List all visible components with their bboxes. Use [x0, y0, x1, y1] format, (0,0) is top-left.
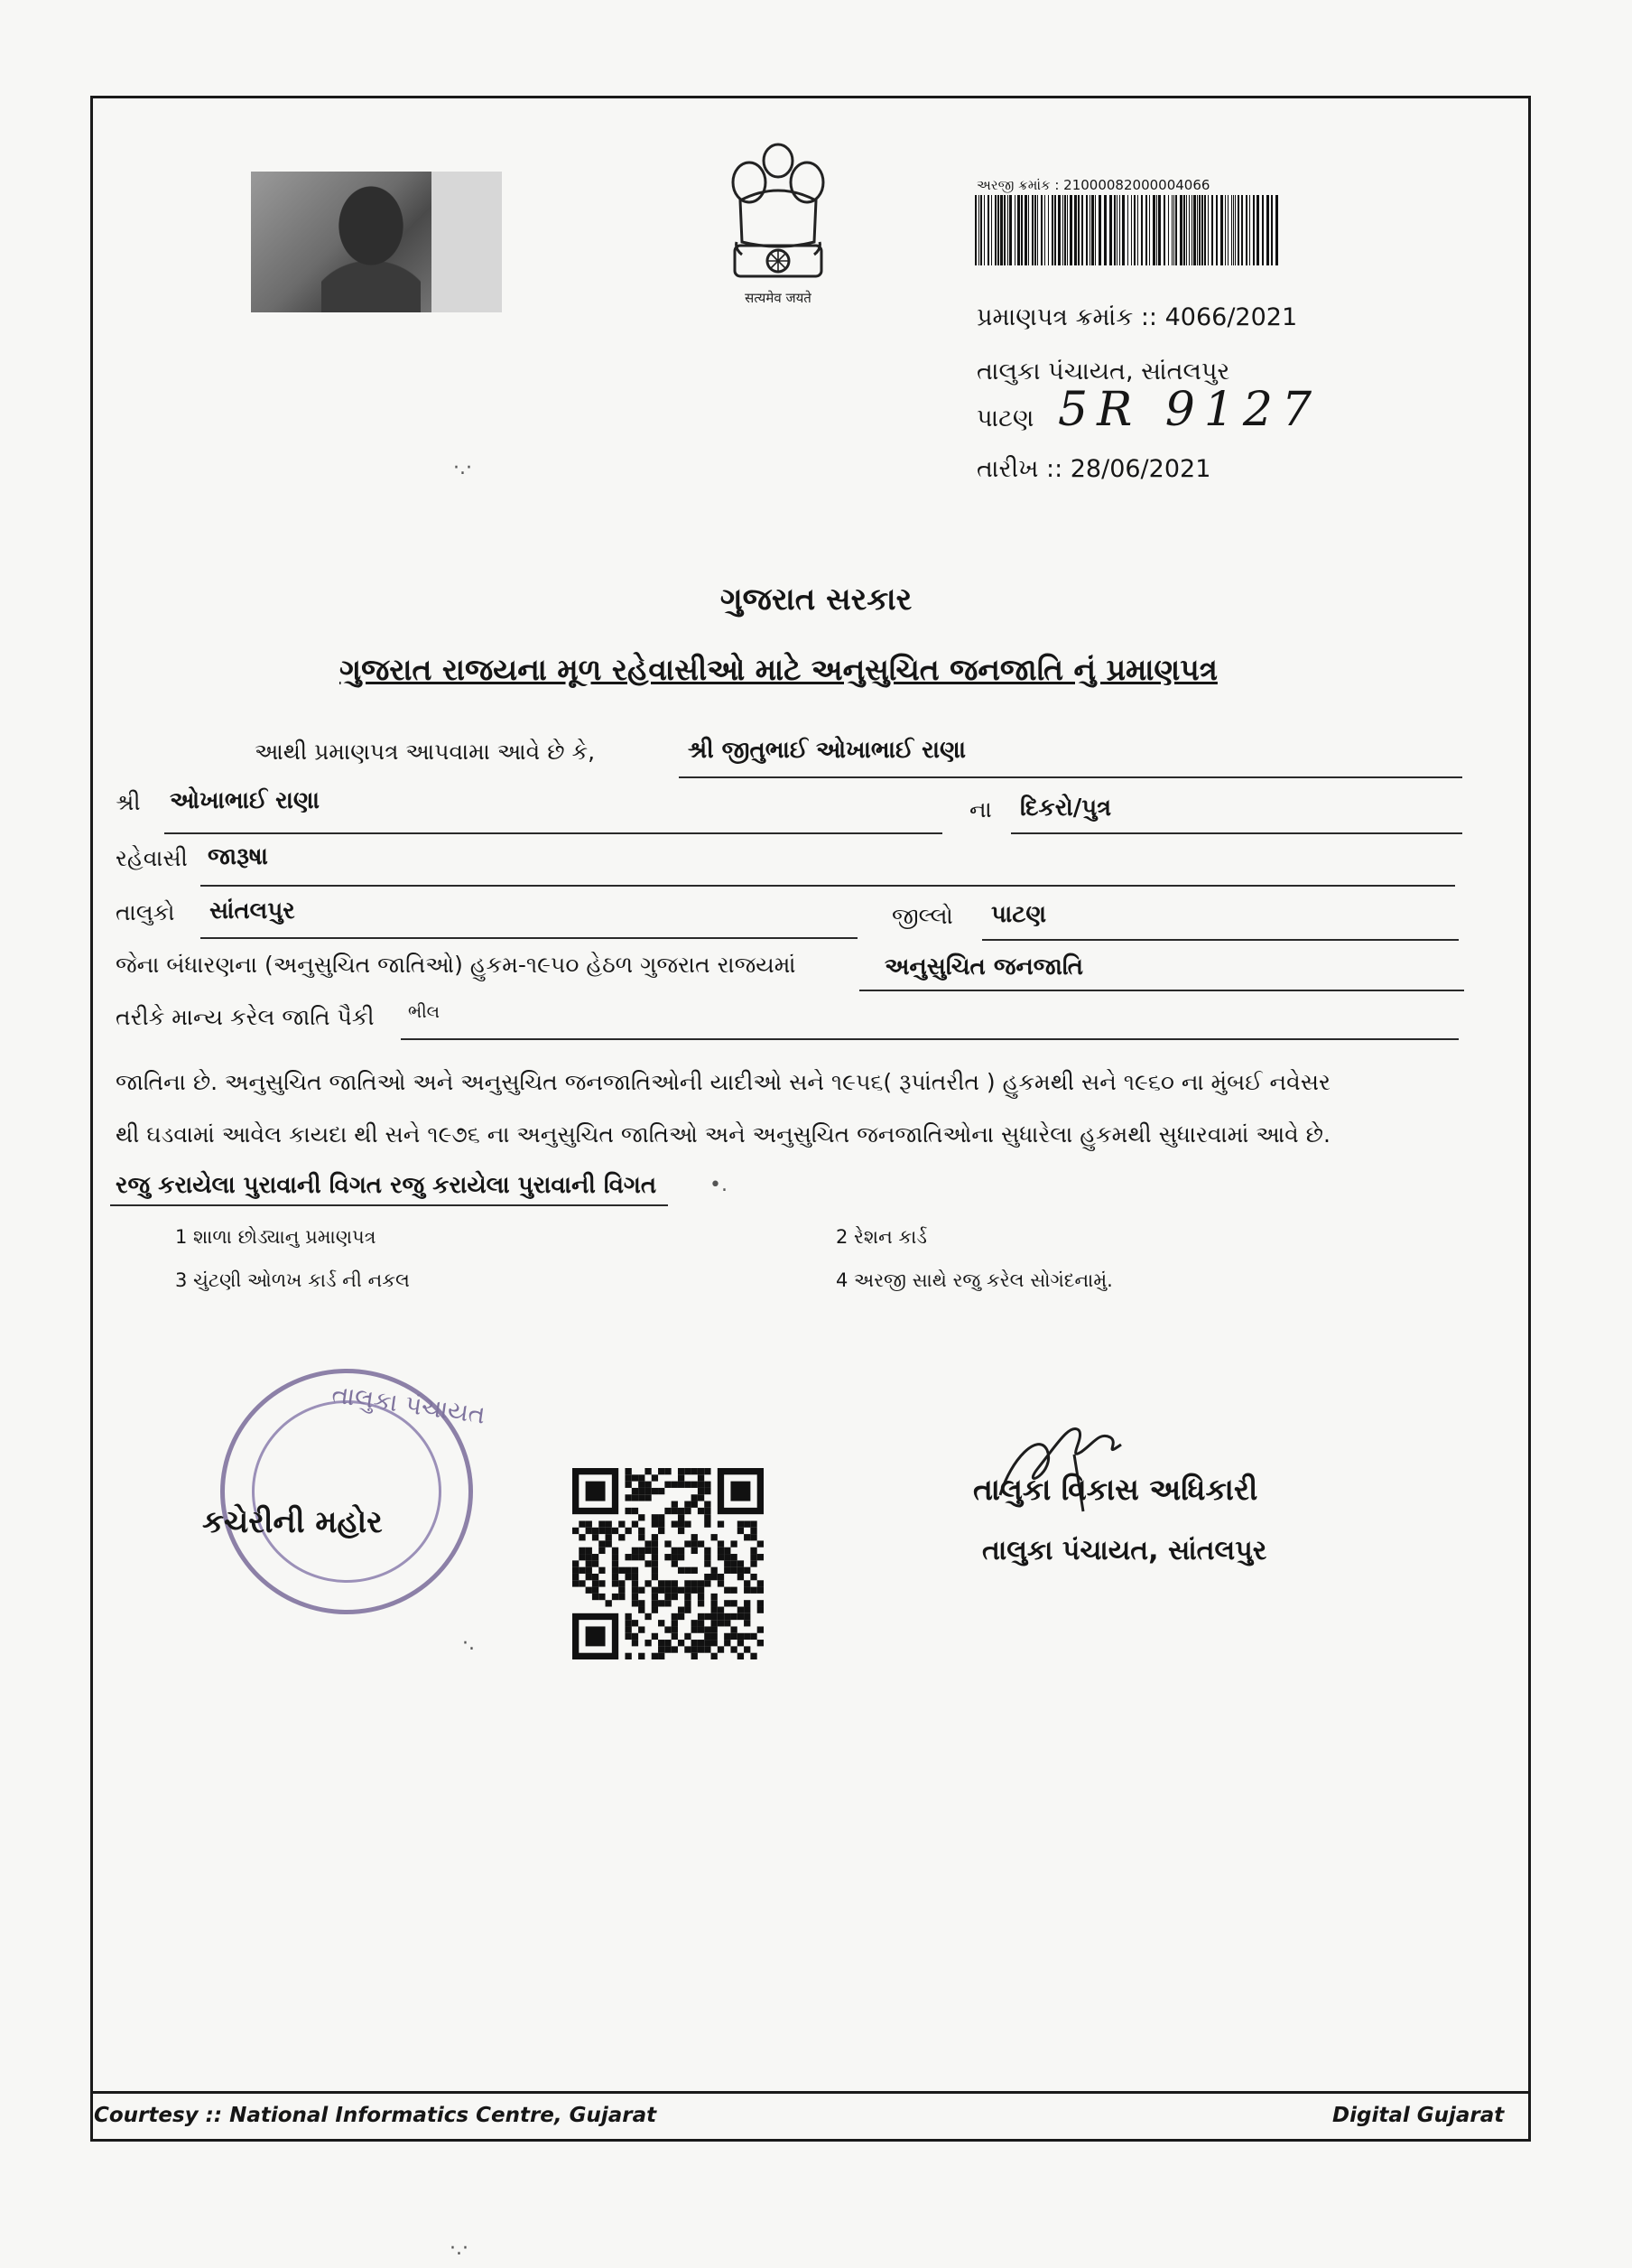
district-line: [982, 939, 1459, 941]
evidence-heading-underline: [110, 1204, 668, 1206]
national-emblem-icon: [715, 135, 841, 316]
father-name-line: [164, 832, 942, 834]
seal-ring-text: તાલુકા પંચાયત: [329, 1379, 487, 1430]
office-seal: [220, 1369, 487, 1614]
na-label: ના: [969, 796, 992, 823]
scan-speck: ·.: [462, 1632, 475, 1655]
officer-office: તાલુકા પંચાયત, સાંતલપુર: [982, 1535, 1267, 1566]
footer-brand: Digital Gujarat: [1332, 2104, 1505, 2127]
emblem-motto: सत्यमेव जयते: [745, 290, 811, 306]
application-number: અરજી ક્રમાંક : 21000082000004066: [977, 177, 1210, 193]
holder-photo: [251, 172, 502, 312]
father-name: ઓખાભાઈ રાણા: [170, 787, 320, 814]
certificate-title: ગુજરાત રાજયના મૂળ રહેવાસીઓ માટે અનુસુચિત જનજાતિ નું પ્રમાણપત્ર: [339, 652, 1218, 687]
evidence-item: 3 ચુંટણી ઓળખ કાર્ડ ની નકલ: [175, 1269, 410, 1291]
taluka-label: તાલુકો: [116, 899, 175, 925]
order-label: જેના બંધારણના (અનુસુચિત જાતિઓ) હુકમ-૧૯૫૦ હેઠળ ગુજરાત રાજયમાં: [116, 952, 796, 978]
footer-courtesy: Courtesy :: National Informatics Centre, Gujarat: [94, 2104, 657, 2127]
seal-caption: કચેરીની મહોર: [202, 1504, 383, 1540]
paragraph-line-1: જાતિના છે. અનુસુચિત જાતિઓ અને અનુસુચિત જનજાતિઓની યાદીઓ સને ૧૯૫૬( રૂપાંતરીત ) હુકમથી સને ૧૯૬૦ ના મુંબઈ નવેસર: [116, 1069, 1331, 1095]
evidence-item: 2 રેશન કાર્ડ: [836, 1226, 927, 1248]
category-line: [859, 990, 1464, 991]
residence-label: રહેવાસી: [116, 845, 188, 871]
issuing-office: તાલુકા પંચાયત, સાંતલપુર: [977, 358, 1230, 386]
intro-text: આથી પ્રમાણપત્ર આપવામા આવે છે કે,: [255, 739, 596, 765]
district-name: પાટણ: [977, 404, 1034, 432]
category: અનુસુચિત જનજાતિ: [885, 953, 1084, 981]
caste: ભીલ: [408, 1002, 440, 1022]
relation-line: [1011, 832, 1462, 834]
holder-name: શ્રી જીતુભાઈ ઓખાભાઈ રાણા: [688, 737, 967, 764]
taluka-line: [200, 937, 858, 939]
scan-speck: ·.·: [453, 457, 472, 479]
evidence-heading: રજુ કરાયેલા પુરાવાની વિગત રજુ કરાયેલા પુરાવાની વિગત: [116, 1172, 657, 1199]
qr-code: [572, 1468, 764, 1659]
paragraph-line-2: થી ઘડવામાં આવેલ કાયદા થી સને ૧૯૭૬ ના અનુસુચિત જાતિઓ અને અનુસુચિત જનજાતિઓના સુધારેલા હુકમથી સુધારવામાં આવે છે.: [116, 1121, 1331, 1148]
evidence-item: 4 અરજી સાથે રજુ કરેલ સોગંદનામું.: [836, 1269, 1113, 1291]
barcode: [975, 195, 1280, 265]
scan-speck: ·.·: [450, 2237, 468, 2260]
residence-line: [200, 885, 1455, 887]
district: પાટણ: [991, 901, 1047, 928]
scan-speck: •.: [709, 1174, 728, 1196]
issue-date: તારીખ :: 28/06/2021: [977, 455, 1211, 483]
evidence-item: 1 શાળા છોડ્યાનુ પ્રમાણપત્ર: [175, 1226, 376, 1248]
residence: જારૂષા: [208, 843, 268, 870]
caste-label: તરીકે માન્ય કરેલ જાતિ પૈકી: [116, 1004, 375, 1030]
officer-title: તાલુકા વિકાસ અધિકારી: [973, 1472, 1258, 1507]
caste-line: [401, 1038, 1459, 1040]
shri-label: શ્રી: [116, 789, 141, 815]
certificate-number: પ્રમાણપત્ર ક્રમાંક :: 4066/2021: [977, 303, 1298, 331]
district-label: જીલ્લો: [892, 903, 953, 929]
relation: દિકરો/પુત્ર: [1020, 795, 1112, 822]
handwritten-number: 5R 9127: [1058, 383, 1321, 437]
government-title: ગુજરાત સરકાર: [719, 581, 913, 618]
taluka: સાંતલપુર: [209, 897, 295, 925]
holder-name-line: [679, 776, 1462, 778]
